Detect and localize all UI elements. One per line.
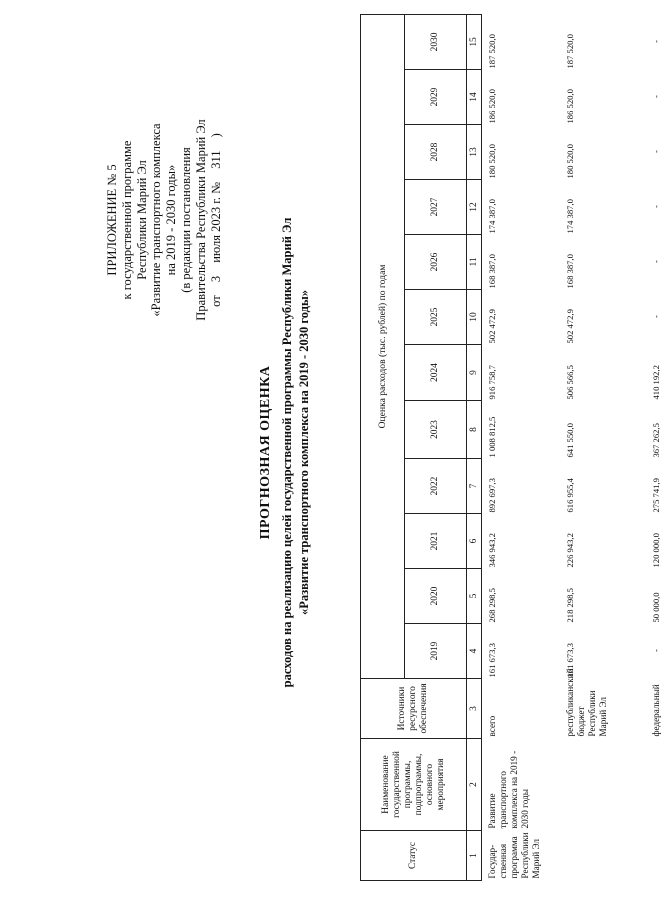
- table-row: [646, 14, 670, 880]
- header-status: Статус: [361, 831, 467, 881]
- cell-status: [646, 831, 670, 881]
- cell-value: 187 520,0: [487, 34, 497, 69]
- cell-value: -: [650, 150, 661, 153]
- cell-name: [560, 739, 646, 831]
- cell-value: 226 943,2: [564, 533, 575, 568]
- cell-value: 50 000,0: [650, 592, 661, 623]
- appendix-line-2: Республики Марий Эл: [134, 160, 149, 280]
- table-row: [560, 14, 646, 880]
- appendix-date-line: [209, 55, 224, 385]
- cell-value: 410 192,2: [650, 365, 661, 400]
- appendix-date-number: 311: [208, 150, 223, 169]
- expense-table: [360, 14, 670, 881]
- cell-value: -: [650, 205, 661, 208]
- column-number: 1: [467, 831, 482, 881]
- cell-source: всего: [487, 715, 497, 737]
- header-name: Наименование государственной программы, подпрограммы, основного мероприятия: [361, 739, 467, 831]
- header-year: 2028: [405, 125, 467, 180]
- cell-value: 180 520,0: [487, 144, 497, 179]
- column-number: 14: [467, 70, 482, 125]
- table-row: [482, 14, 560, 880]
- cell-value: -: [650, 95, 661, 98]
- cell-name: [646, 739, 670, 831]
- appendix-line-4: на 2019 - 2030 годы»: [164, 164, 179, 276]
- header-year: 2026: [405, 235, 467, 290]
- cell-value: 120 000,0: [650, 533, 661, 568]
- header-year: 2021: [405, 514, 467, 569]
- appendix-line-3: «Развитие транспортного комплекса: [149, 123, 164, 317]
- cell-value: 641 550,0: [564, 423, 575, 458]
- cell-name: Развитие транспортного комплекса на 2019 - 2030 годы: [487, 750, 530, 829]
- column-number: 8: [467, 401, 482, 459]
- cell-value: 161 673,3: [564, 643, 575, 678]
- cell-value: 218 298,5: [564, 588, 575, 623]
- appendix-block: [105, 55, 223, 385]
- header-sources: Источники ресурсного обеспечения: [361, 679, 467, 739]
- cell-value: -: [650, 260, 661, 263]
- column-number: 13: [467, 125, 482, 180]
- column-number: 11: [467, 235, 482, 290]
- cell-value: 174 387,0: [564, 199, 575, 234]
- document-subtitle-2: «Развитие транспортного комплекса на 2019 - 2030 годы»: [297, 290, 311, 615]
- cell-value: 174 387,0: [487, 199, 497, 234]
- cell-value: 186 520,0: [564, 89, 575, 124]
- cell-value: 502 472,9: [487, 309, 497, 344]
- header-year: 2030: [405, 14, 467, 69]
- column-number: 3: [467, 679, 482, 739]
- header-year: 2023: [405, 401, 467, 459]
- header-column-numbers-row: [467, 14, 482, 880]
- column-number: 10: [467, 290, 482, 345]
- header-year: 2019: [405, 624, 467, 679]
- header-year: 2020: [405, 569, 467, 624]
- column-number: 15: [467, 14, 482, 69]
- cell-value: 187 520,0: [564, 34, 575, 69]
- column-number: 2: [467, 739, 482, 831]
- header-year: 2024: [405, 345, 467, 401]
- cell-value: 506 566,5: [564, 365, 575, 400]
- column-number: 6: [467, 514, 482, 569]
- header-period: Оценка расходов (тыс. рублей) по годам: [361, 14, 405, 678]
- header-year: 2022: [405, 459, 467, 514]
- cell-value: 161 673,3: [487, 643, 497, 678]
- appendix-date-from: от: [208, 295, 223, 307]
- cell-value: 1 008 812,5: [487, 416, 497, 458]
- column-number: 7: [467, 459, 482, 514]
- cell-value: 502 472,9: [564, 309, 575, 344]
- document-subtitle-1: расходов на реализацию целей государственной программы Республики Марий Эл: [280, 217, 294, 688]
- header-year: 2025: [405, 290, 467, 345]
- cell-value: 367 262,5: [650, 423, 661, 458]
- cell-value: 346 943,2: [487, 533, 497, 568]
- cell-value: 616 955,4: [564, 478, 575, 513]
- header-year: 2027: [405, 180, 467, 235]
- cell-source: республиканский бюджет Республики Марий Эл: [564, 668, 608, 737]
- appendix-line-1: к государственной программе: [119, 140, 134, 300]
- column-number: 4: [467, 624, 482, 679]
- cell-value: 180 520,0: [564, 144, 575, 179]
- document-title: ПРОГНОЗНАЯ ОЦЕНКА: [258, 365, 273, 540]
- cell-value: 168 387,0: [564, 254, 575, 289]
- cell-value: 268 298,5: [487, 588, 497, 623]
- column-number: 12: [467, 180, 482, 235]
- column-number: 9: [467, 345, 482, 401]
- cell-value: 275 741,9: [650, 478, 661, 513]
- appendix-date-day: 3: [208, 275, 223, 283]
- appendix-line-6: Правительства Республики Марий Эл: [193, 119, 208, 321]
- cell-status: [560, 831, 646, 881]
- cell-value: -: [650, 649, 661, 652]
- cell-status: Государ-ственная программа Республики Марий Эл: [487, 832, 541, 879]
- appendix-date-rest: июля 2023 г. №: [208, 181, 223, 263]
- header-year: 2029: [405, 70, 467, 125]
- cell-source: федеральный: [650, 684, 661, 737]
- column-number: 5: [467, 569, 482, 624]
- cell-value: 168 387,0: [487, 254, 497, 289]
- cell-value: 892 697,3: [487, 478, 497, 513]
- cell-value: -: [650, 315, 661, 318]
- table-header: [361, 14, 482, 880]
- table-body: [482, 14, 670, 880]
- cell-value: 916 758,7: [487, 365, 497, 400]
- appendix-title: ПРИЛОЖЕНИЕ № 5: [105, 164, 119, 276]
- cell-value: 186 520,0: [487, 89, 497, 124]
- appendix-line-5: (в редакции постановления: [178, 147, 193, 293]
- appendix-date-close: ): [208, 133, 223, 138]
- cell-value: -: [650, 40, 661, 43]
